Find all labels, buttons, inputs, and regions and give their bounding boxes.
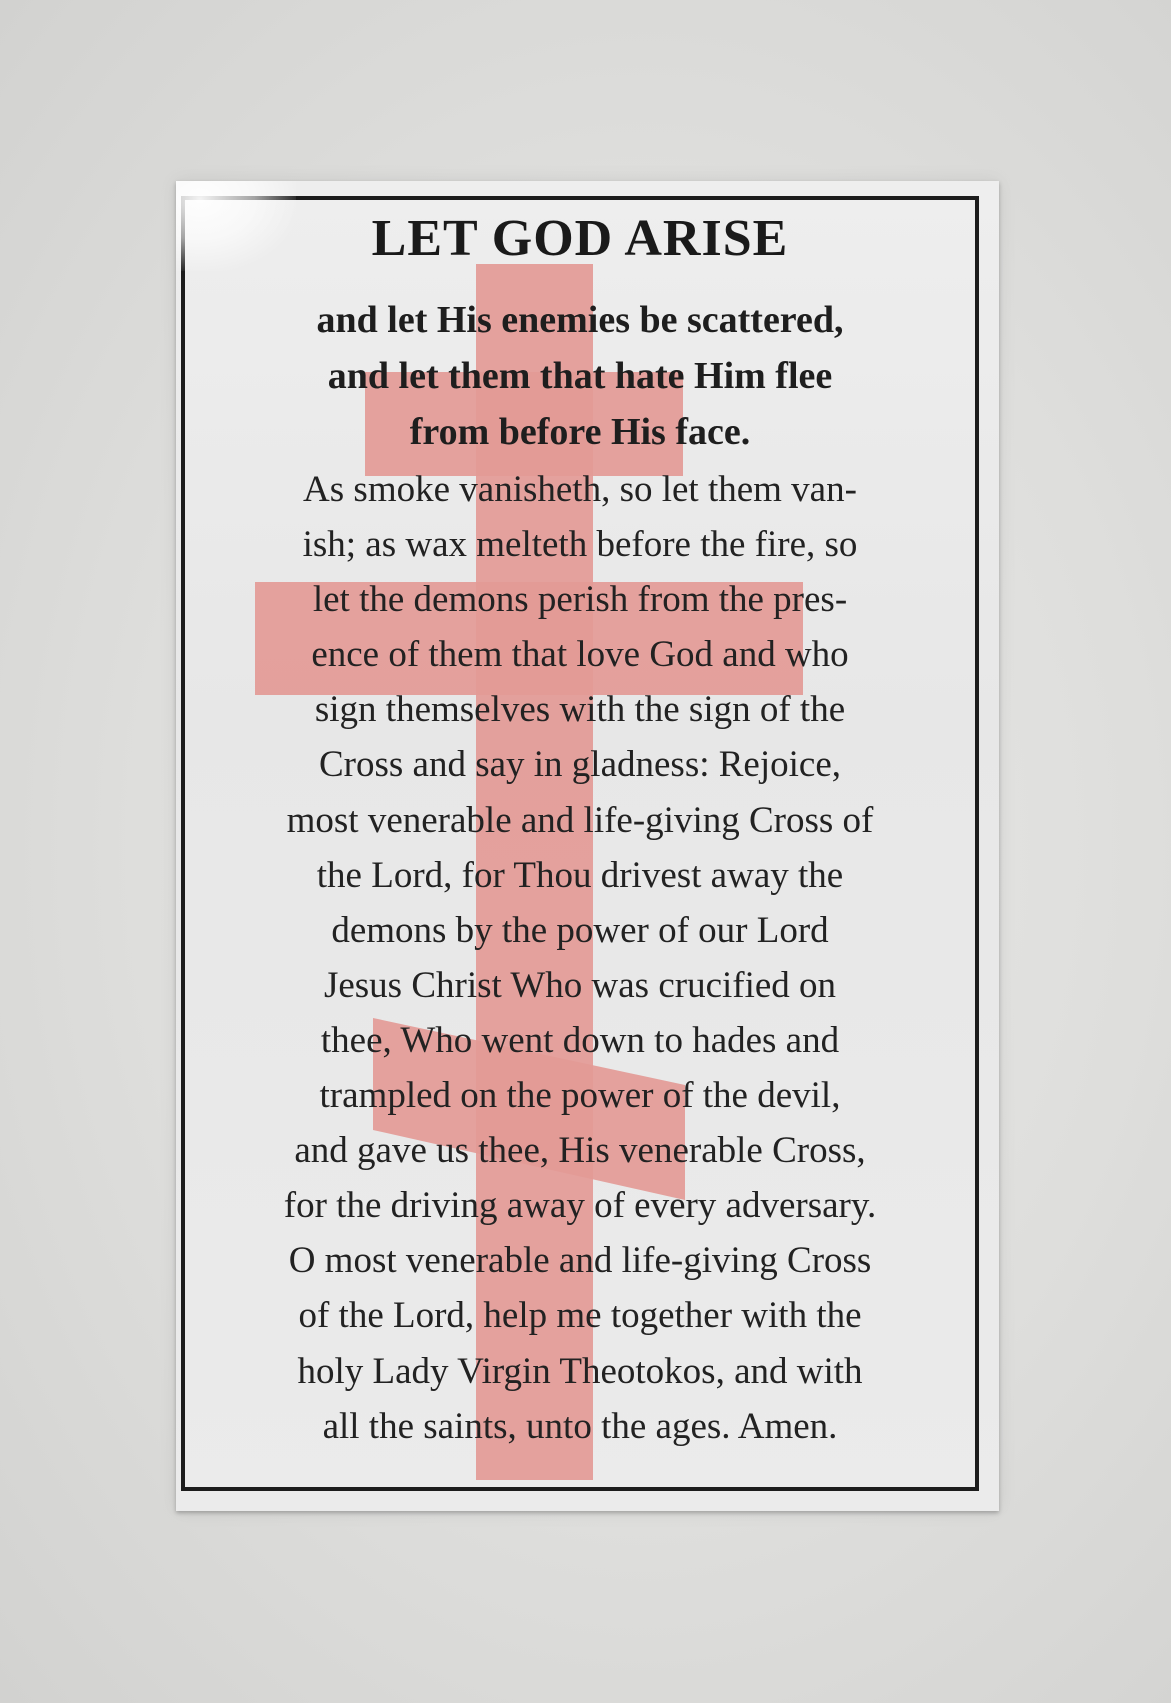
body-line: the Lord, for Thou drivest away the <box>316 854 844 896</box>
body-line: Jesus Christ Who was crucified on <box>323 964 837 1006</box>
body-line: thee, Who went down to hades and <box>320 1019 840 1061</box>
body-line: demons by the power of our Lord <box>331 909 829 951</box>
subtitle-line: and let His enemies be scattered, <box>316 299 844 341</box>
body-line: and gave us thee, His venerable Cross, <box>294 1130 866 1172</box>
body-line: O most venerable and life-giving Cross <box>288 1240 872 1282</box>
subtitle-line: from before His face. <box>409 411 751 453</box>
body-line: holy Lady Virgin Theotokos, and with <box>297 1350 863 1392</box>
prayer-card <box>176 181 999 1511</box>
body-line: Cross and say in gladness: Rejoice, <box>318 744 842 786</box>
subtitle-line: and let them that hate Him flee <box>327 355 833 397</box>
body-line: let the demons perish from the pres- <box>312 579 848 621</box>
body-line: of the Lord, help me together with the <box>298 1295 862 1337</box>
body-line: ence of them that love God and who <box>311 634 849 676</box>
body-line: As smoke vanisheth, so let them van- <box>303 469 857 510</box>
card-border-frame <box>181 196 979 1491</box>
body-line: all the saints, unto the ages. Amen. <box>322 1405 838 1447</box>
prayer-body <box>185 462 975 1454</box>
card-title: LET GOD ARISE <box>371 210 789 267</box>
card-text <box>185 200 975 1487</box>
body-line: most venerable and life-giving Cross of <box>286 799 874 841</box>
card-subtitle <box>195 292 965 460</box>
body-line: ish; as wax melteth before the fire, so <box>302 524 858 566</box>
body-line: trampled on the power of the devil, <box>319 1075 841 1117</box>
body-line: for the driving away of every adversary. <box>283 1185 877 1227</box>
body-line: sign themselves with the sign of the <box>314 689 846 731</box>
